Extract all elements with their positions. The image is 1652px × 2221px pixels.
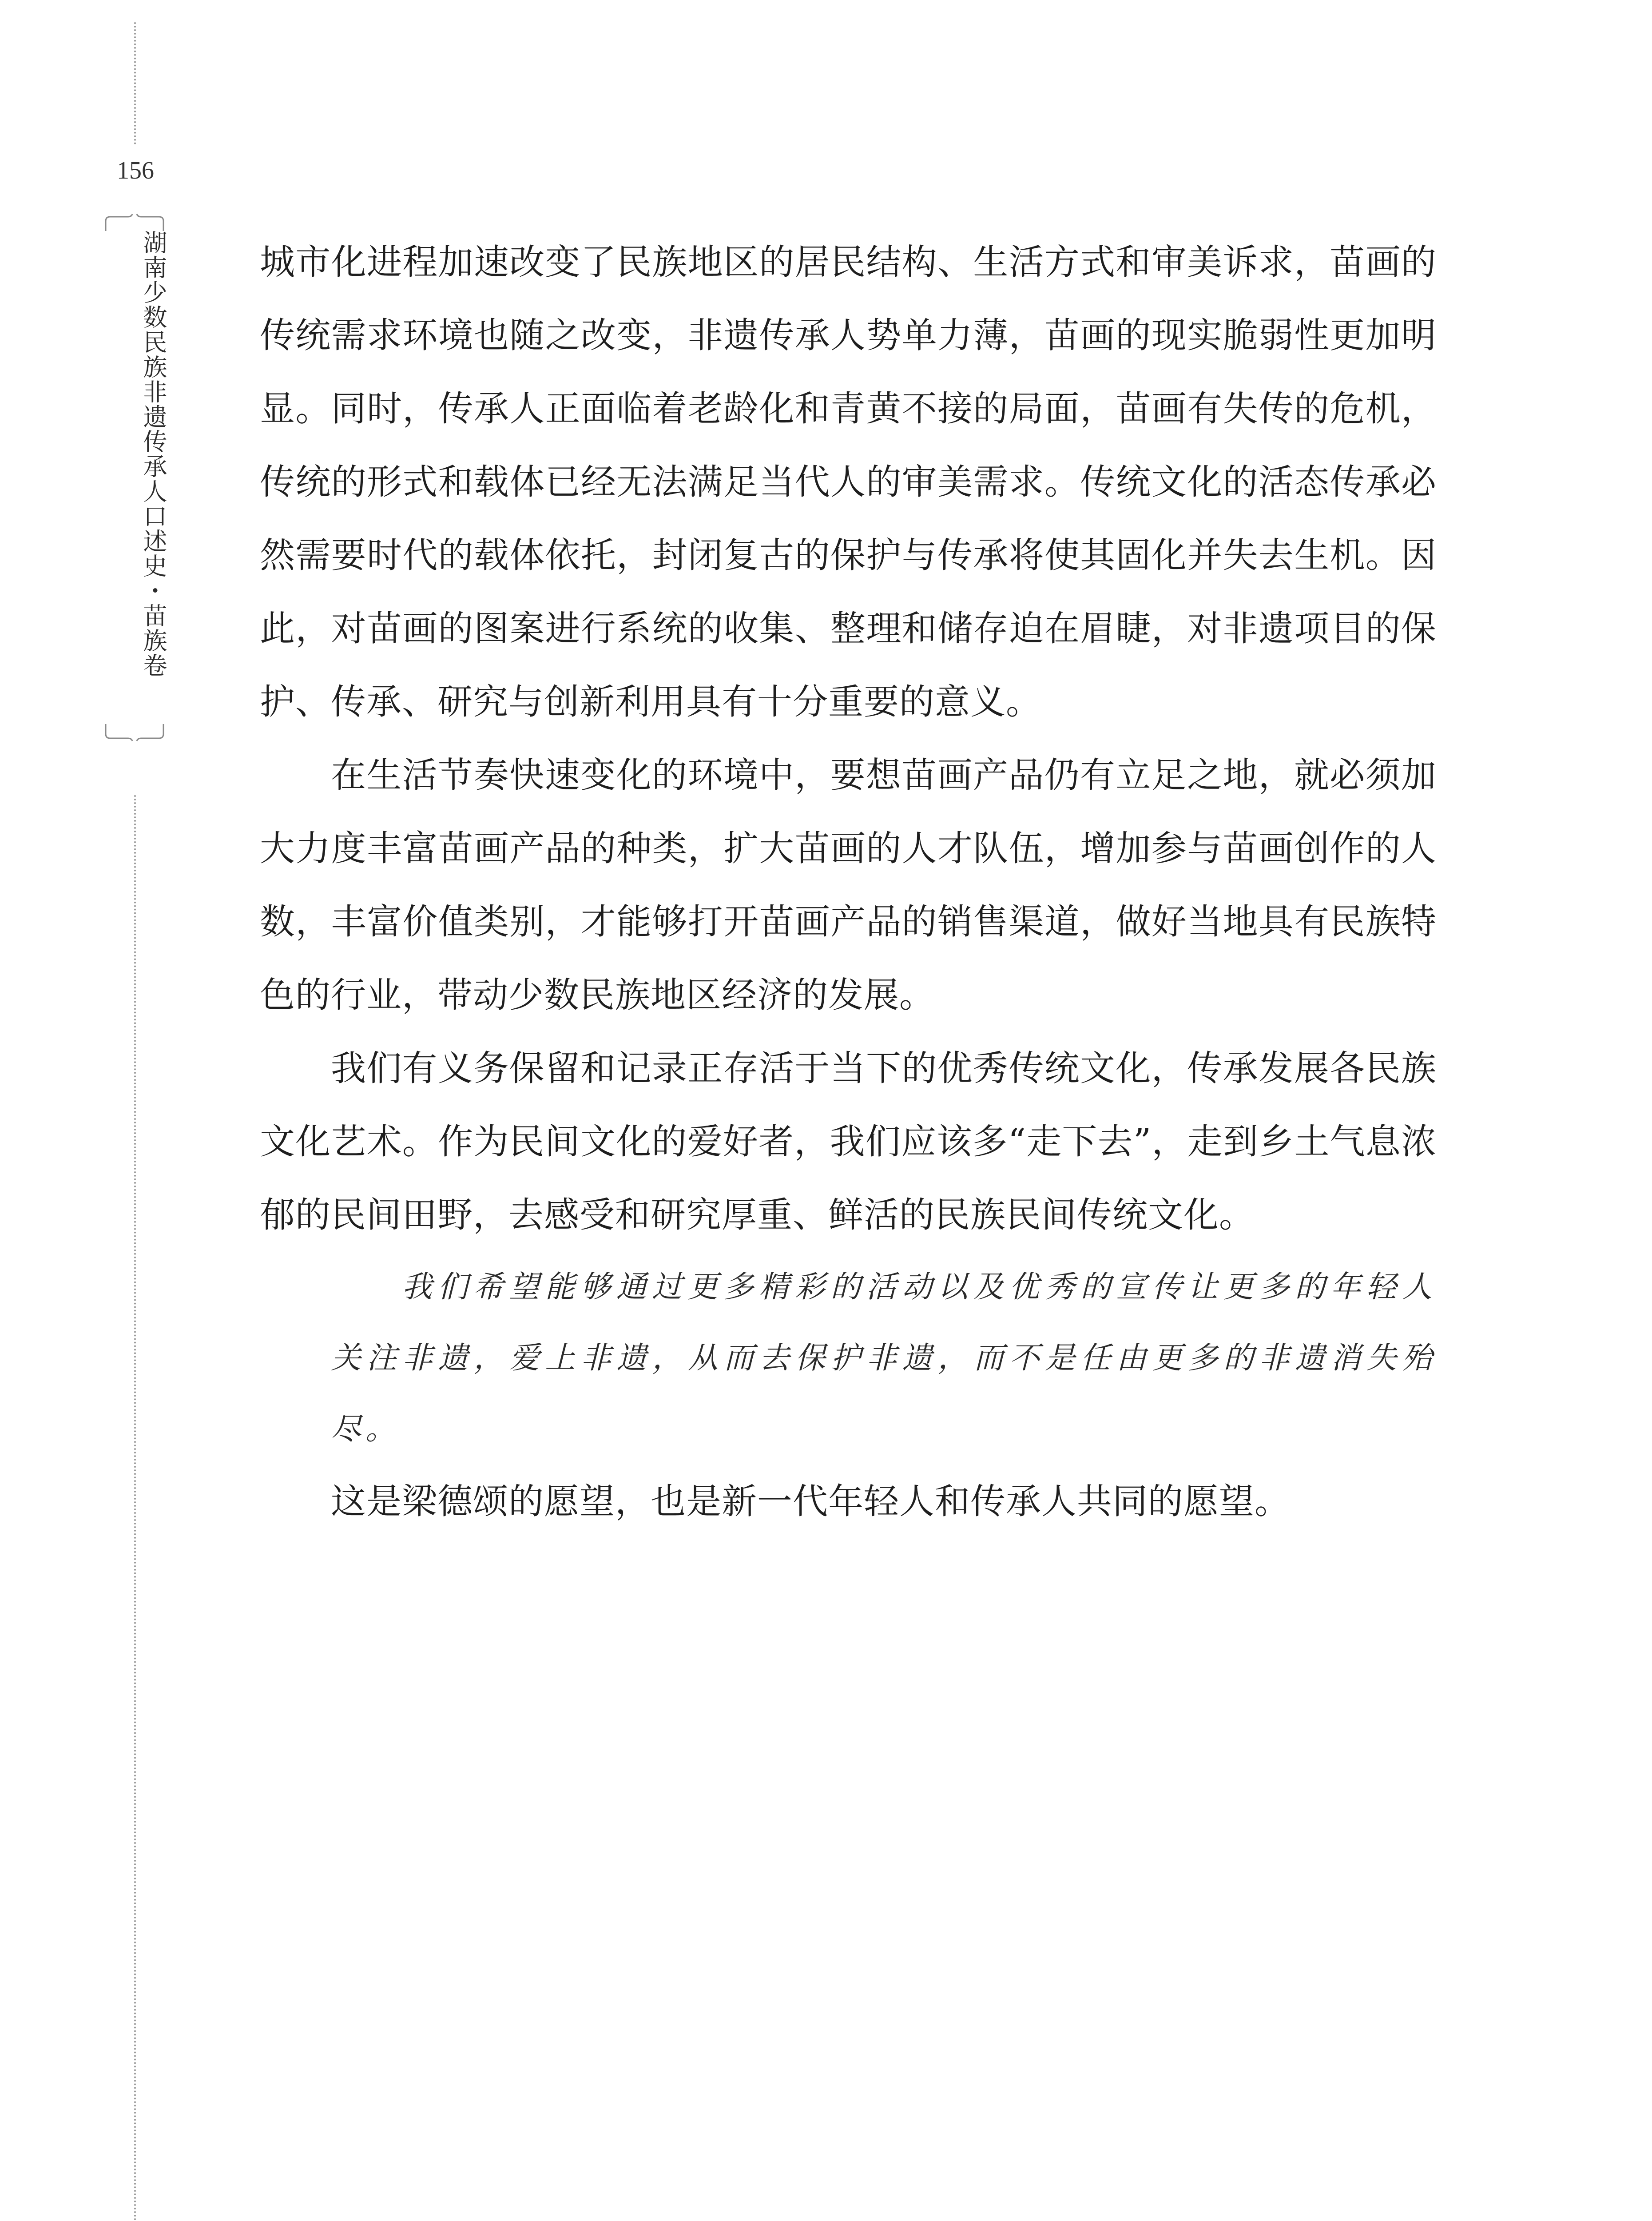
paragraph-1: 城市化进程加速改变了民族地区的居民结构、生活方式和审美诉求，苗画的传统需求环境也随之改变，非遗传承人势单力薄，苗画的现实脆弱性更加明显。同时，传承人正面临着老龄化和青黄不接的局面，苗画有失传的危机，传统的形式和载体已经无法满足当代人的审美需求。传统文化的活态传承必然需要时代的载体依托，封闭复古的保护与传承将使其固化并失去生机。因此，对苗画的图案进行系统的收集、整理和储存迫在眉睫，对非遗项目的保护、传承、研究与创新利用具有十分重要的意义。 bbox=[260, 242, 1437, 722]
quote-block bbox=[260, 1252, 1437, 1465]
quote-text: 我们希望能够通过更多精彩的活动以及优秀的宣传让更多的年轻人关注非遗，爱上非遗，从而去保护非遗，而不是任由更多的非遗消失殆尽。 bbox=[331, 1270, 1437, 1447]
series-title: 湖南少数民族非遗传承人口述史・苗族卷 bbox=[139, 230, 167, 678]
main-text-block bbox=[260, 226, 1437, 1538]
paragraph-3: 我们有义务保留和记录正存活于当下的优秀传统文化，传承发展各民族文化艺术。作为民间文化的爱好者，我们应该多“走下去”，走到乡土气息浓郁的民间田野，去感受和研究厚重、鲜活的民族民间传统文化。 bbox=[260, 1048, 1437, 1235]
page-number: 156 bbox=[117, 157, 154, 184]
margin-dotted-rule-top bbox=[134, 22, 136, 144]
running-head-frame bbox=[103, 213, 166, 742]
closing-paragraph: 这是梁德颂的愿望，也是新一代年轻人和传承人共同的愿望。 bbox=[331, 1481, 1290, 1522]
paragraph-2: 在生活节奏快速变化的环境中，要想苗画产品仍有立足之地，就必须加大力度丰富苗画产品的种类，扩大苗画的人才队伍，增加参与苗画创作的人数，丰富价值类别，才能够打开苗画产品的销售渠道，做好当地具有民族特色的行业，带动少数民族地区经济的发展。 bbox=[260, 755, 1437, 1015]
margin-dotted-rule-bottom bbox=[134, 795, 136, 2221]
